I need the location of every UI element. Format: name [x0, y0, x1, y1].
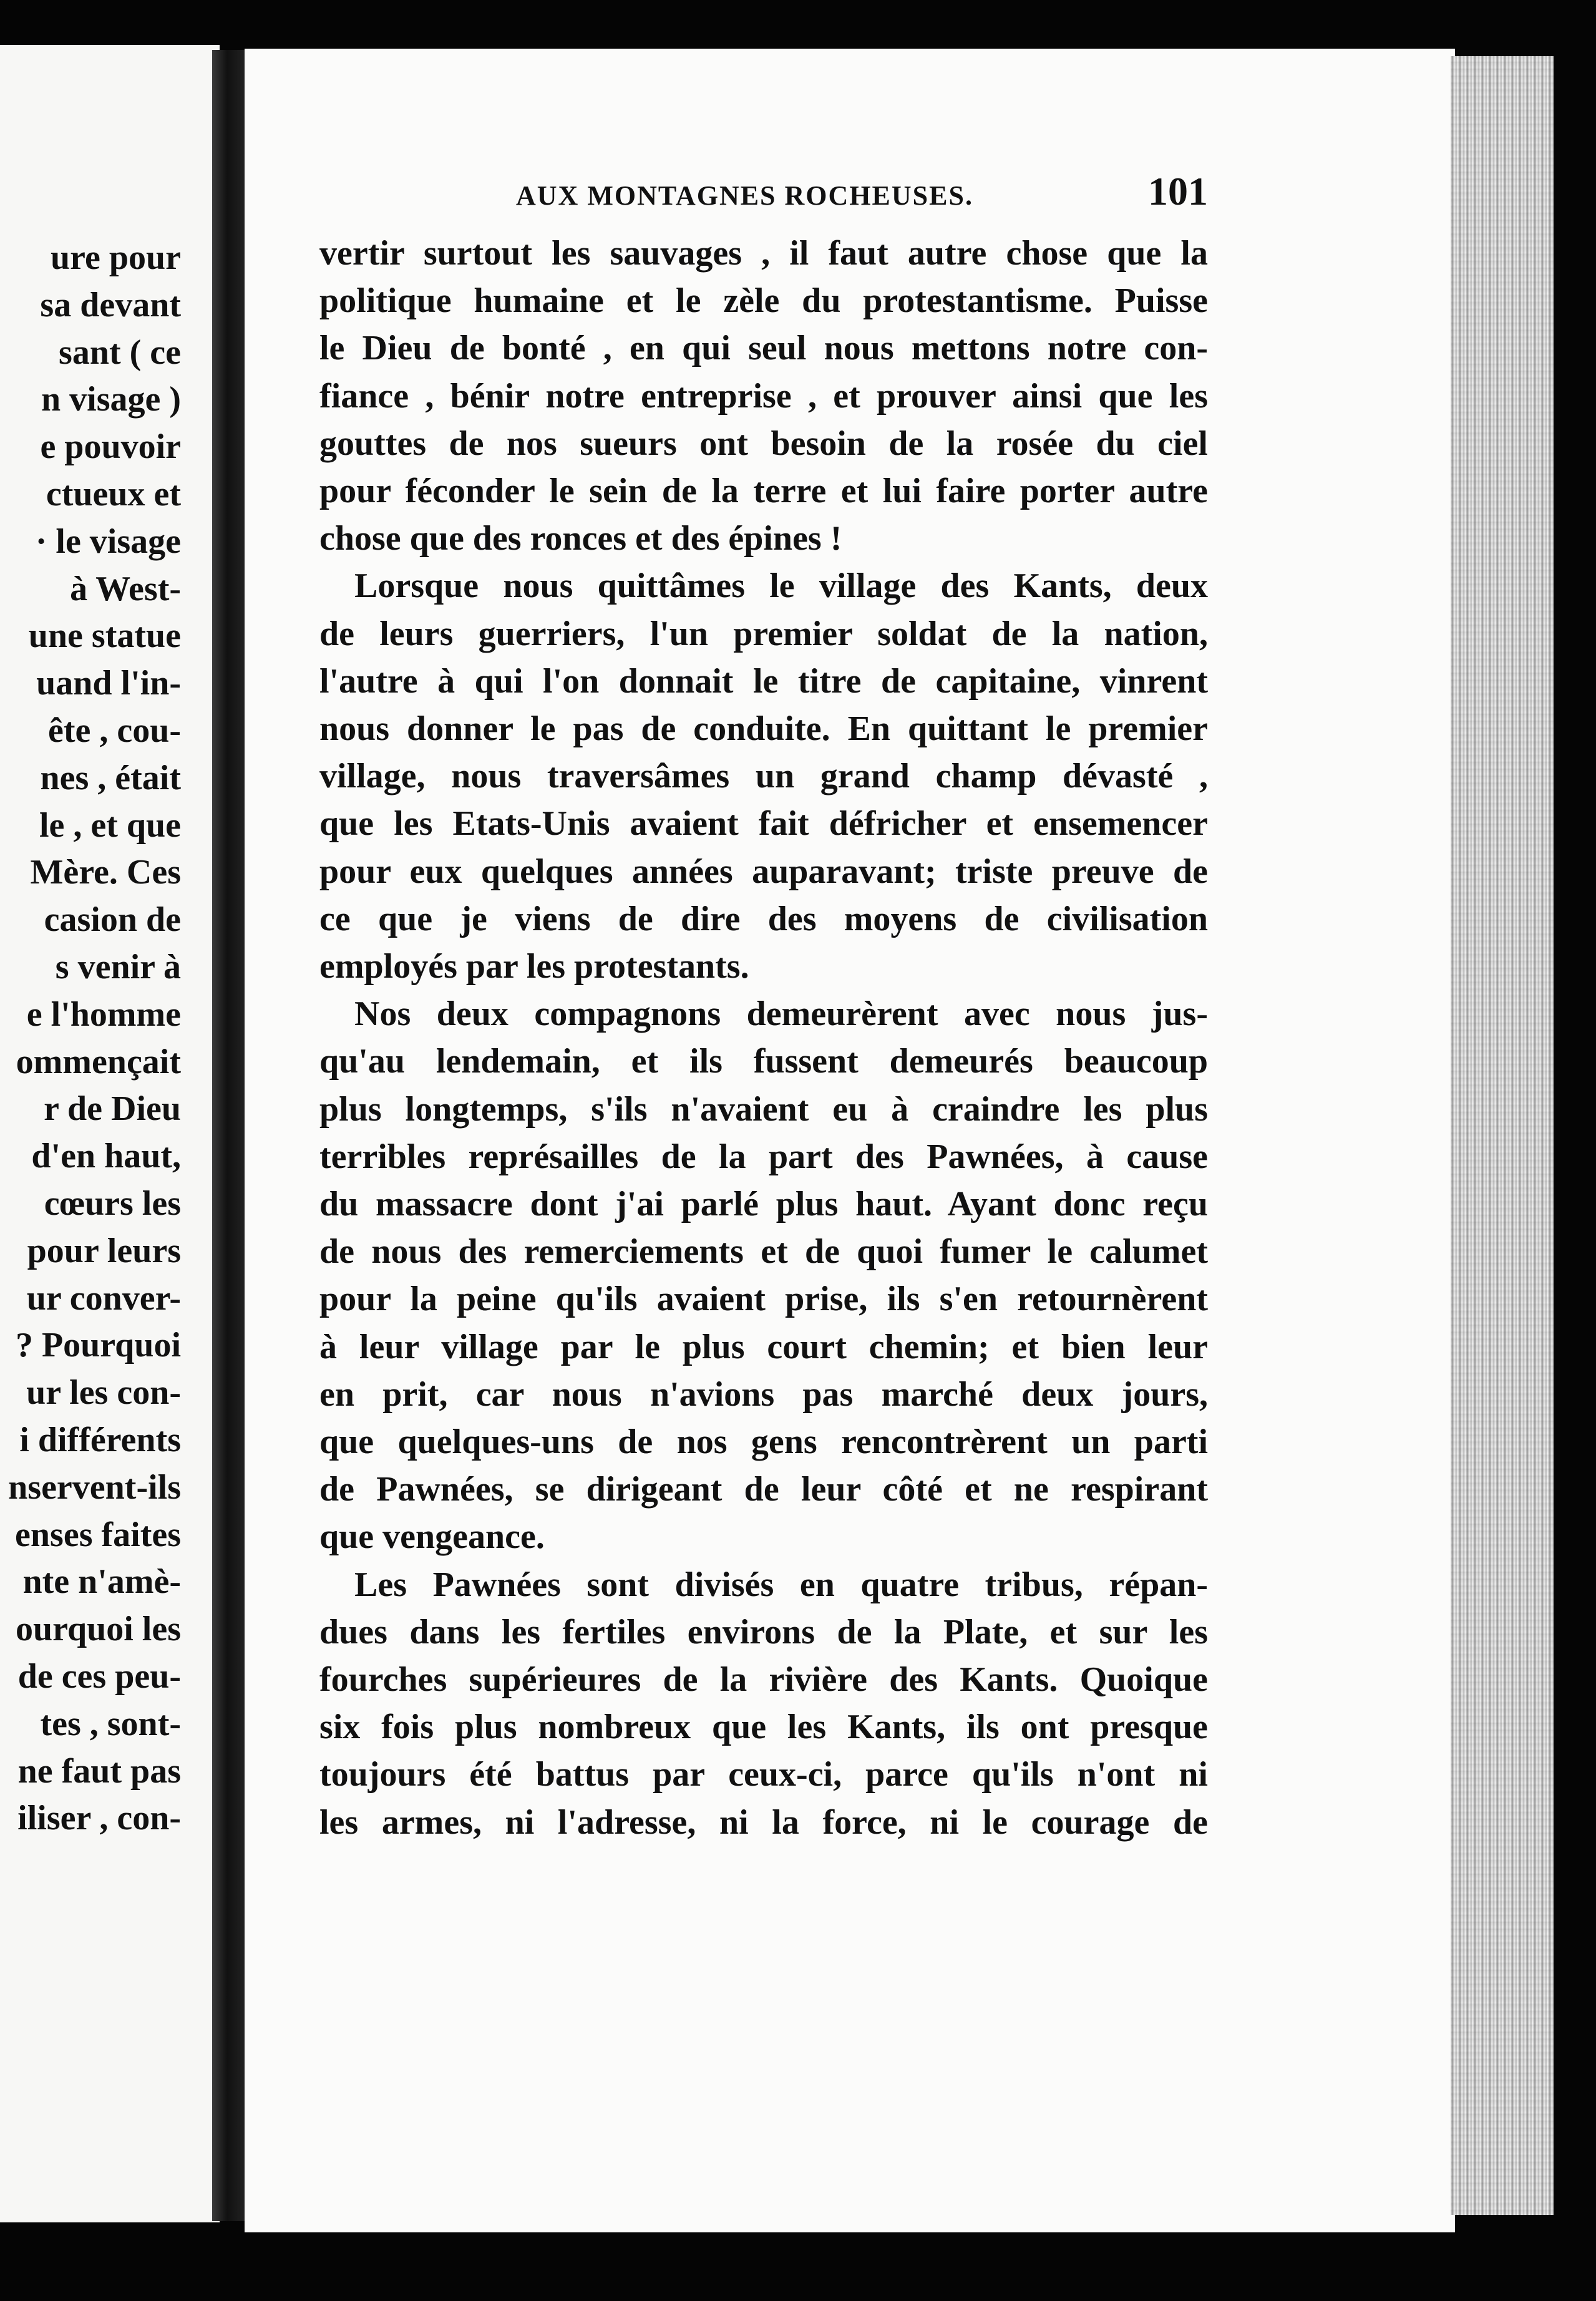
left-text-line: Mère. Ces [30, 853, 181, 892]
left-text-line: ure pour [51, 238, 181, 277]
left-text-line: ne faut pas [17, 1751, 181, 1791]
body-text-line: pour féconder le sein de la terre et lui faire porter autre [319, 472, 1208, 510]
left-text-line: ctueux et [46, 475, 181, 513]
body-text-line: que les Etats-Unis avaient fait défricher et ensemencer [319, 804, 1208, 844]
left-text-line: cœurs les [44, 1184, 181, 1223]
left-text-line: · le visage [35, 522, 181, 561]
left-text-line: d'en haut, [31, 1137, 181, 1176]
left-text-line: à West- [70, 569, 181, 608]
body-text-line: terribles représailles de la part des Pawnées, à cause [319, 1137, 1208, 1176]
left-text-line: sant ( ce [59, 333, 181, 372]
left-text-line: enses faites [15, 1515, 181, 1554]
left-text-line: uand l'in- [36, 664, 181, 703]
left-text-line: ur conver- [26, 1278, 181, 1318]
running-head [319, 168, 1208, 225]
body-text-line: politique humaine et le zèle du protestantisme. Puisse [319, 281, 1208, 321]
left-text-line: le , et que [39, 805, 181, 845]
left-text-line: ur les con- [26, 1373, 181, 1413]
body-text-line: que quelques-uns de nos gens rencontrèrent un parti [319, 1423, 1208, 1461]
body-text-line: fourches supérieures de la rivière des Kants. Quoique [319, 1660, 1208, 1699]
body-text-line: en prit, car nous n'avions pas marché deux jours, [319, 1374, 1208, 1414]
body-text-line: gouttes de nos sueurs ont besoin de la rosée du ciel [319, 424, 1208, 463]
body-text-line: toujours été battus par ceux-ci, parce qu'ils n'ont ni [319, 1755, 1208, 1794]
body-text-line: de nous des remerciements et de quoi fumer le calumet [319, 1232, 1208, 1272]
body-text-line: que vengeance. [319, 1517, 545, 1557]
body-text-line: pour la peine qu'ils avaient prise, ils s'en retournèrent [319, 1280, 1208, 1319]
body-text-line: Lorsque nous quittâmes le village des Kants, deux [354, 567, 1208, 606]
left-text-line: nes , était [40, 758, 181, 797]
page-edges [1451, 56, 1554, 2215]
left-text-line: une statue [28, 616, 181, 656]
body-text-line: le Dieu de bonté , en qui seul nous mettons notre con- [319, 329, 1208, 368]
body-text-line: ce que je viens de dire des moyens de civilisation [319, 899, 1208, 938]
body-text-line: six fois plus nombreux que les Kants, ils ont presque [319, 1708, 1208, 1747]
running-title: AUX MONTAGNES ROCHEUSES. [516, 180, 973, 211]
body-text-line: employés par les protestants. [319, 947, 749, 986]
body-text-line: fiance , bénir notre entreprise , et prouver ainsi que les [319, 376, 1208, 416]
left-text-line: de ces peu- [17, 1657, 181, 1696]
body-text-line: village, nous traversâmes un grand champ dévasté , [319, 757, 1208, 796]
page-number: 101 [1148, 169, 1208, 213]
body-text-line: de Pawnées, se dirigeant de leur côté et ne respirant [319, 1470, 1208, 1509]
body-text-line: nous donner le pas de conduite. En quittant le premier [319, 709, 1208, 748]
left-text-line: ommençait [16, 1042, 181, 1081]
body-text-line: vertir surtout les sauvages , il faut autre chose que la [319, 234, 1208, 273]
left-text-line: nte n'amè- [22, 1562, 181, 1602]
left-text-line: iliser , con- [17, 1799, 181, 1838]
left-text-line: i différents [19, 1421, 181, 1459]
body-text-line: dues dans les fertiles environs de la Plate, et sur les [319, 1612, 1208, 1652]
left-text-line: e l'homme [26, 995, 181, 1034]
left-text-line: r de Dieu [44, 1089, 181, 1129]
body-text-line: les armes, ni l'adresse, ni la force, ni le courage de [319, 1802, 1208, 1842]
body-text-line: Nos deux compagnons demeurèrent avec nous jus- [354, 995, 1208, 1034]
left-text-line: e pouvoir [40, 427, 181, 467]
body-text-line: pour eux quelques années auparavant; triste preuve de [319, 852, 1208, 891]
body-text-line: l'autre à qui l'on donnait le titre de capitaine, vinrent [319, 661, 1208, 701]
left-text-line: tes , sont- [40, 1704, 181, 1743]
body-text-line: qu'au lendemain, et ils fussent demeurés beaucoup [319, 1042, 1208, 1081]
left-text-line: sa devant [40, 285, 181, 324]
body-text-line: du massacre dont j'ai parlé plus haut. Ayant donc reçu [319, 1185, 1208, 1223]
body-text-line: plus longtemps, s'ils n'avaient eu à craindre les plus [319, 1089, 1208, 1129]
left-text-line: casion de [44, 900, 181, 940]
body-text-line: de leurs guerriers, l'un premier soldat de la nation, [319, 614, 1208, 653]
book-gutter [212, 50, 250, 2221]
left-text-line: s venir à [55, 948, 181, 986]
body-text-line: chose que des ronces et des épines ! [319, 519, 842, 558]
body-text-line: Les Pawnées sont divisés en quatre tribus, répan- [354, 1565, 1208, 1604]
left-text-line: ? Pourquoi [15, 1326, 181, 1365]
left-text-line: ourquoi les [15, 1610, 181, 1649]
left-text-line: n visage ) [41, 380, 181, 419]
body-text-line: à leur village par le plus court chemin; et bien leur [319, 1327, 1208, 1366]
left-text-line: ête , cou- [47, 711, 181, 750]
left-text-line: pour leurs [27, 1231, 181, 1270]
left-text-line: nservent-ils [8, 1467, 181, 1507]
